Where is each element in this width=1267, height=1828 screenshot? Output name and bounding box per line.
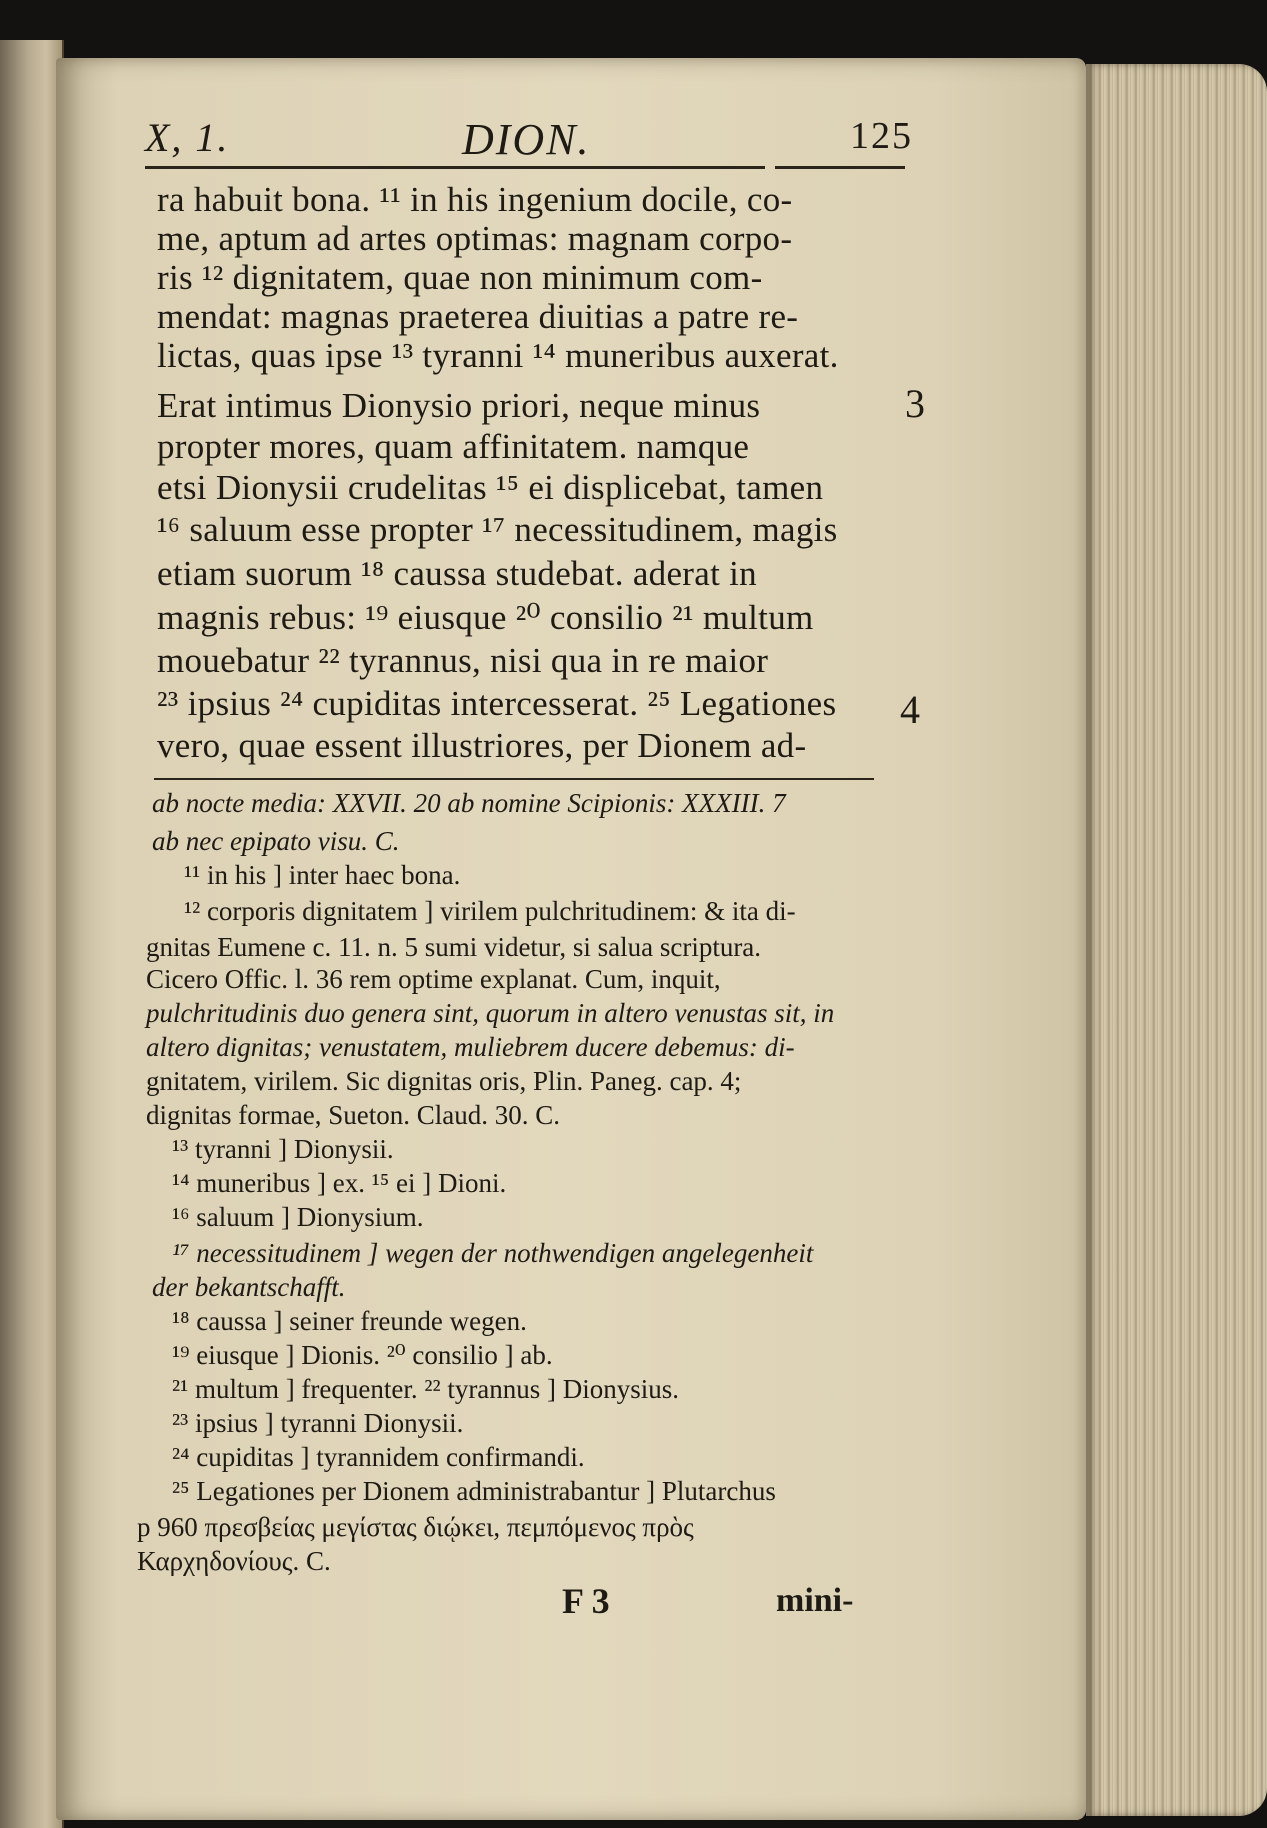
note-line: ¹³ tyranni ] Dionysii.	[172, 1134, 394, 1164]
book-page-edges	[1086, 64, 1267, 1816]
body-line-6: Erat intimus Dionysio priori, neque minus	[157, 386, 761, 425]
note-line: ¹² corporis dignitatem ] virilem pulchritudinem: & ita di-	[184, 896, 796, 926]
note-line: ²⁵ Legationes per Dionem administrabantur ] Plutarchus	[172, 1476, 776, 1506]
body-line-9: ¹⁶ saluum esse propter ¹⁷ necessitudinem, magis	[157, 510, 838, 549]
running-head-left: X, 1.	[145, 115, 230, 160]
note-line: ab nocte media: XXVII. 20 ab nomine Scipionis: XXXIII. 7	[152, 788, 786, 818]
body-line-7: propter mores, quam affinitatem. namque	[157, 427, 750, 466]
body-line-1: ra habuit bona. ¹¹ in his ingenium docile, co-	[157, 180, 793, 219]
note-line: ¹⁸ caussa ] seiner freunde wegen.	[172, 1306, 527, 1336]
note-line: der bekantschafft.	[152, 1272, 346, 1302]
note-line: ab nec epipato visu. C.	[152, 826, 400, 856]
body-line-12: mouebatur ²² tyrannus, nisi qua in re maior	[157, 641, 769, 680]
body-line-5: lictas, quas ipse ¹³ tyranni ¹⁴ muneribus auxerat.	[157, 336, 839, 375]
body-line-8: etsi Dionysii crudelitas ¹⁵ ei displicebat, tamen	[157, 468, 824, 507]
margin-section-number: 3	[905, 381, 925, 426]
note-line: ²³ ipsius ] tyranni Dionysii.	[172, 1408, 464, 1438]
note-line: ¹⁴ muneribus ] ex. ¹⁵ ei ] Dioni.	[172, 1168, 507, 1198]
note-line: altero dignitas; venustatem, muliebrem ducere debemus: di-	[146, 1032, 795, 1062]
note-line: Καρχηδονίους. C.	[137, 1546, 331, 1576]
note-line: gnitatem, virilem. Sic dignitas oris, Plin. Paneg. cap. 4;	[146, 1066, 742, 1096]
note-line: dignitas formae, Sueton. Claud. 30. C.	[146, 1100, 560, 1130]
note-line: ¹⁹ eiusque ] Dionis. ²⁰ consilio ] ab.	[172, 1340, 553, 1370]
page-number: 125	[850, 115, 913, 157]
body-line-13: ²³ ipsius ²⁴ cupiditas intercesserat. ²⁵ Legationes	[157, 684, 837, 723]
header-rule	[145, 166, 765, 169]
note-line: ¹⁶ saluum ] Dionysium.	[172, 1202, 424, 1232]
catchword: mini-	[776, 1582, 854, 1619]
body-line-11: magnis rebus: ¹⁹ eiusque ²⁰ consilio ²¹ multum	[157, 598, 814, 637]
note-line: Cicero Offic. l. 36 rem optime explanat. Cum, inquit,	[146, 964, 721, 994]
body-line-4: mendat: magnas praeterea diuitias a patre re-	[157, 297, 799, 336]
note-line: ²¹ multum ] frequenter. ²² tyrannus ] Dionysius.	[172, 1374, 680, 1404]
body-line-14: vero, quae essent illustriores, per Dionem ad-	[157, 726, 807, 765]
signature-mark: F 3	[562, 1581, 610, 1621]
running-head-title: DION.	[462, 115, 591, 164]
note-line: ¹¹ in his ] inter haec bona.	[184, 860, 461, 890]
body-line-10: etiam suorum ¹⁸ caussa studebat. aderat in	[157, 554, 757, 593]
notes-separator	[154, 778, 874, 780]
note-line: ¹⁷ necessitudinem ] wegen der nothwendigen angelegenheit	[172, 1238, 814, 1268]
margin-section-number: 4	[900, 687, 920, 732]
note-line: ²⁴ cupiditas ] tyrannidem confirmandi.	[172, 1442, 585, 1472]
header-rule-right	[775, 166, 905, 169]
note-line: gnitas Eumene c. 11. n. 5 sumi videtur, si salua scriptura.	[146, 932, 762, 962]
note-line: p 960 πρεσβείας μεγίστας διῴκει, πεμπόμενος πρὸς	[137, 1512, 694, 1542]
body-line-3: ris ¹² dignitatem, quae non minimum com-	[157, 258, 763, 297]
facing-page-edge	[0, 40, 64, 1828]
body-line-2: me, aptum ad artes optimas: magnam corpo-	[157, 219, 793, 258]
note-line: pulchritudinis duo genera sint, quorum in altero venustas sit, in	[146, 998, 835, 1028]
